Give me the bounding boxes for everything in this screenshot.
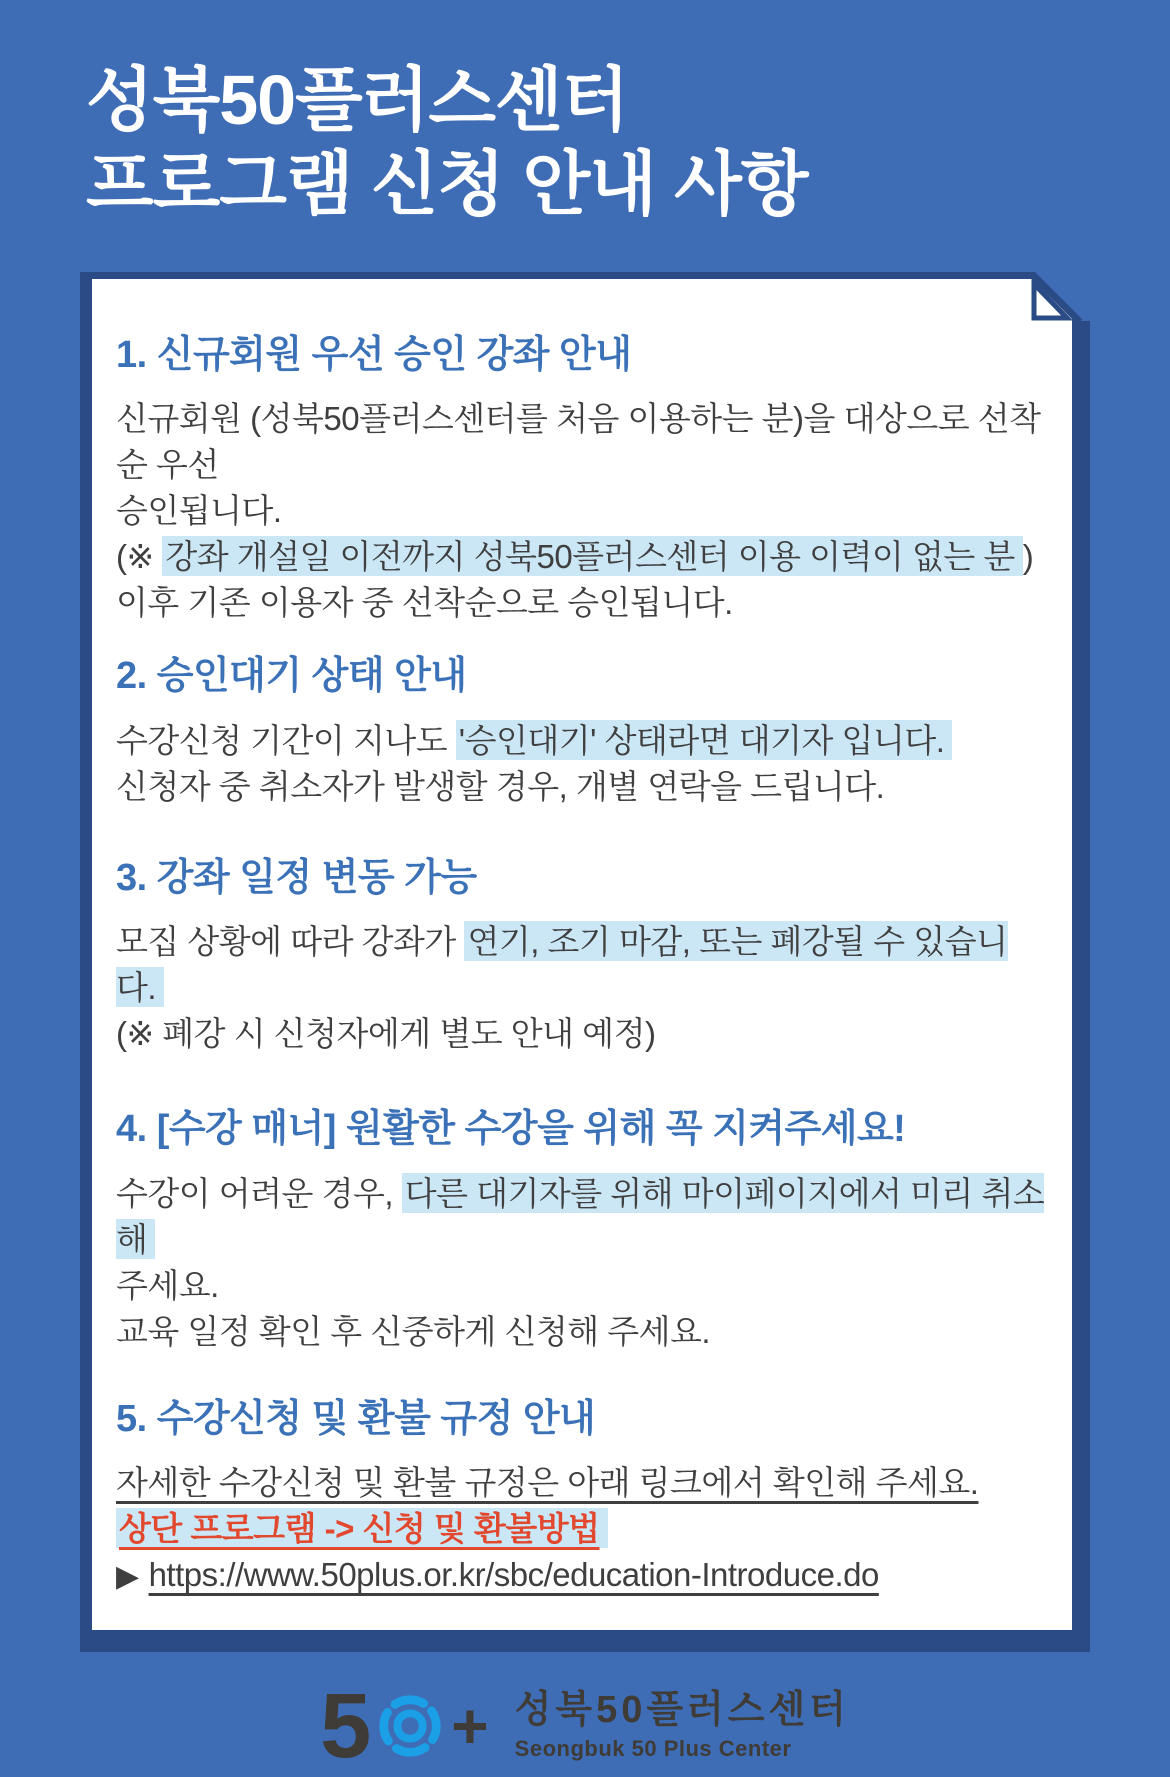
section-3-line-1-prefix: 모집 상황에 따라 강좌가 bbox=[116, 923, 465, 961]
section-2-heading: 2. 승인대기 상태 안내 bbox=[116, 655, 467, 698]
section-3-line-2: (※ 폐강 시 신청자에게 별도 안내 예정) bbox=[116, 1015, 656, 1053]
notice-card-frame bbox=[80, 272, 1090, 1652]
poster-title-line-2: 프로그램 신청 안내 사항 bbox=[86, 145, 808, 223]
logo-50plus-mark bbox=[320, 1674, 489, 1777]
logo-name-english: Seongbuk 50 Plus Center bbox=[514, 1736, 792, 1762]
section-1-line-1: 신규회원 (성북50플러스센터를 처음 이용하는 분)을 대상으로 선착순 우선 bbox=[116, 400, 1041, 484]
refund-menu-path-link[interactable] bbox=[116, 1506, 1046, 1552]
section-schedule-change bbox=[116, 854, 1046, 1057]
program-notice-poster bbox=[0, 58, 1170, 1777]
section-5-heading: 5. 수강신청 및 환불 규정 안내 bbox=[116, 1397, 596, 1440]
section-5-line-1 bbox=[116, 1460, 1046, 1506]
section-1-line-4: 이후 기존 이용자 중 선착순으로 승인됩니다. bbox=[116, 584, 733, 622]
section-4-line-1-highlight: 다른 대기자를 위해 마이페이지에서 미리 취소해 bbox=[116, 1174, 1045, 1258]
section-2-line-1-highlight: '승인대기' 상태라면 대기자 입니다. bbox=[456, 720, 953, 760]
poster-title-line-1: 성북50플러스센터 bbox=[86, 61, 629, 139]
section-3-heading: 3. 강좌 일정 변동 가능 bbox=[116, 856, 477, 899]
section-2-line-1 bbox=[116, 718, 1046, 764]
section-4-line-3: 교육 일정 확인 후 신중하게 신청해 주세요. bbox=[116, 1312, 711, 1350]
logo-zero-ring-icon bbox=[373, 1689, 447, 1763]
section-2-line-2: 신청자 중 취소자가 발생할 경우, 개별 연락을 드립니다. bbox=[116, 767, 885, 805]
section-class-manners bbox=[116, 1105, 1046, 1354]
section-new-member-priority bbox=[116, 331, 1046, 626]
section-1-line-3 bbox=[116, 534, 1046, 580]
notice-card bbox=[92, 279, 1072, 1630]
section-3-line-1-highlight: 연기, 조기 마감, 또는 폐강될 수 있습니다. bbox=[116, 923, 1008, 1007]
section-1-line-3-prefix: (※ bbox=[116, 538, 163, 576]
folded-corner-icon bbox=[1010, 272, 1090, 344]
section-2-line-1-prefix: 수강신청 기간이 지나도 bbox=[116, 721, 456, 759]
logo-name-korean: 성북50플러스센터 bbox=[514, 1689, 850, 1732]
section-4-line-1-prefix: 수강이 어려운 경우, bbox=[116, 1174, 402, 1212]
logo-digit-5: 5 bbox=[320, 1674, 372, 1777]
section-4-heading: 4. [수강 매너] 원활한 수강을 위해 꼭 지켜주세요! bbox=[116, 1108, 906, 1151]
section-4-line-1 bbox=[116, 1171, 1046, 1263]
section-approval-waiting bbox=[116, 652, 1046, 809]
logo-text-block bbox=[515, 1689, 850, 1762]
center-logo bbox=[0, 1674, 1170, 1777]
section-refund-policy bbox=[116, 1395, 1046, 1600]
refund-menu-path-text[interactable]: 상단 프로그램 -> 신청 및 환불방법 bbox=[116, 1508, 608, 1548]
section-3-line-1 bbox=[116, 919, 1046, 1011]
section-4-line-2: 주세요. bbox=[116, 1266, 219, 1304]
section-1-line-3-suffix: ) bbox=[1022, 538, 1034, 576]
poster-title bbox=[86, 58, 1170, 226]
section-1-heading: 1. 신규회원 우선 승인 강좌 안내 bbox=[116, 334, 632, 376]
arrow-right-icon: ▶ bbox=[116, 1559, 139, 1593]
logo-plus-sign: + bbox=[451, 1689, 489, 1762]
refund-url-text[interactable]: https://www.50plus.or.kr/sbc/education-Introduce.do bbox=[148, 1555, 879, 1593]
refund-url-link[interactable] bbox=[116, 1552, 1046, 1600]
section-1-line-2: 승인됩니다. bbox=[116, 492, 282, 530]
section-1-line-3-highlight: 강좌 개설일 이전까지 성북50플러스센터 이용 이력이 없는 분 bbox=[162, 536, 1022, 576]
section-5-line-1-text: 자세한 수강신청 및 환불 규정은 아래 링크에서 확인해 주세요. bbox=[116, 1463, 979, 1501]
